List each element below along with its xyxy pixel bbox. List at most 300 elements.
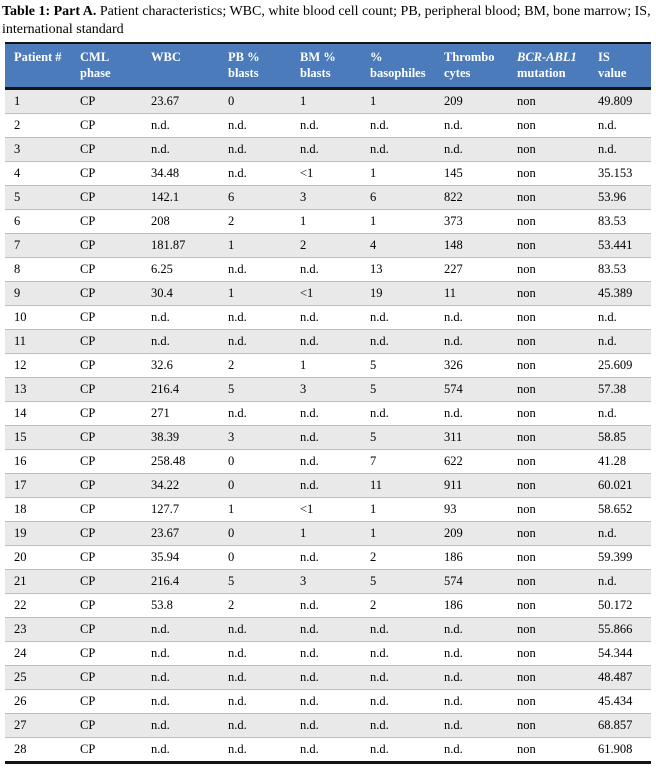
cell-patient-number: 17 [5,474,71,498]
cell-thrombocytes: 11 [435,282,508,306]
table-row [5,498,651,522]
cell-thrombocytes: n.d. [435,714,508,738]
cell-pb-blasts: n.d. [219,258,291,282]
column-header-thrombocytes [435,43,508,89]
table-row [5,402,651,426]
cell-cml-phase: CP [71,89,142,114]
table-row [5,210,651,234]
table-row [5,162,651,186]
cell-bm-blasts: n.d. [291,138,361,162]
cell-bcr-abl1-mutation: non [508,258,589,282]
table-row [5,306,651,330]
cell-thrombocytes: 311 [435,426,508,450]
cell-is-value: 45.389 [589,282,651,306]
cell-bm-blasts: n.d. [291,546,361,570]
cell-basophiles: n.d. [361,714,435,738]
cell-patient-number: 27 [5,714,71,738]
table-row [5,378,651,402]
cell-cml-phase: CP [71,186,142,210]
cell-wbc: n.d. [142,114,219,138]
cell-pb-blasts: 0 [219,474,291,498]
cell-basophiles: 6 [361,186,435,210]
cell-thrombocytes: 145 [435,162,508,186]
cell-wbc: 258.48 [142,450,219,474]
cell-patient-number: 24 [5,642,71,666]
cell-thrombocytes: 574 [435,378,508,402]
cell-cml-phase: CP [71,282,142,306]
cell-wbc: n.d. [142,666,219,690]
cell-patient-number: 20 [5,546,71,570]
cell-patient-number: 2 [5,114,71,138]
column-header-line: blasts [228,66,259,80]
cell-patient-number: 25 [5,666,71,690]
cell-wbc: 208 [142,210,219,234]
cell-is-value: 59.399 [589,546,651,570]
table-caption [2,3,654,38]
cell-is-value: n.d. [589,402,651,426]
column-header-line: PB % [228,50,260,64]
table-row [5,89,651,114]
cell-basophiles: 1 [361,210,435,234]
cell-wbc: 216.4 [142,378,219,402]
cell-bm-blasts: n.d. [291,258,361,282]
table-row [5,138,651,162]
cell-cml-phase: CP [71,330,142,354]
cell-patient-number: 6 [5,210,71,234]
cell-is-value: 83.53 [589,210,651,234]
cell-wbc: n.d. [142,330,219,354]
cell-patient-number: 28 [14,742,27,756]
table-row [5,666,651,690]
cell-pb-blasts: 0 [219,89,291,114]
cell-thrombocytes: n.d. [435,330,508,354]
cell-bcr-abl1-mutation: non [508,138,589,162]
cell-is-value: n.d. [589,306,651,330]
cell-pb-blasts: n.d. [219,330,291,354]
cell-wbc: 127.7 [142,498,219,522]
cell-thrombocytes: n.d. [444,742,463,756]
cell-cml-phase: CP [71,402,142,426]
cell-basophiles: 13 [361,258,435,282]
cell-wbc: 142.1 [142,186,219,210]
table-caption-text: Patient characteristics; WBC, white blood cell count; PB, peripheral blood; BM, bone marrow; IS, international standard [2,4,651,37]
table-row [5,522,651,546]
cell-is-value: 68.857 [589,714,651,738]
cell-basophiles: n.d. [361,306,435,330]
cell-pb-blasts: 0 [219,546,291,570]
column-header-patient-number [5,43,71,89]
cell-wbc: 34.22 [142,474,219,498]
cell-thrombocytes: 574 [435,570,508,594]
table-row [5,426,651,450]
cell-thrombocytes: n.d. [435,114,508,138]
cell-cml-phase: CP [71,306,142,330]
cell-bm-blasts: n.d. [291,474,361,498]
cell-cml-phase: CP [71,714,142,738]
cell-wbc: n.d. [151,742,170,756]
cell-pb-blasts: n.d. [219,402,291,426]
table-row [5,642,651,666]
cell-is-value: 48.487 [589,666,651,690]
cell-pb-blasts: n.d. [219,138,291,162]
cell-basophiles: n.d. [370,742,389,756]
cell-patient-number: 18 [5,498,71,522]
cell-pb-blasts: n.d. [219,714,291,738]
cell-patient-number: 4 [5,162,71,186]
cell-thrombocytes: n.d. [435,138,508,162]
cell-thrombocytes: 622 [435,450,508,474]
table-row [5,354,651,378]
cell-basophiles: 11 [361,474,435,498]
cell-cml-phase: CP [71,546,142,570]
cell-thrombocytes: n.d. [435,402,508,426]
cell-bcr-abl1-mutation: non [508,354,589,378]
cell-is-value: 53.96 [589,186,651,210]
cell-basophiles: 5 [361,570,435,594]
cell-patient-number: 19 [5,522,71,546]
cell-bm-blasts: n.d. [291,714,361,738]
cell-thrombocytes: 93 [435,498,508,522]
cell-cml-phase: CP [71,498,142,522]
cell-cml-phase: CP [71,522,142,546]
table-body [5,89,651,763]
cell-is-value: n.d. [589,114,651,138]
column-header-line: WBC [151,50,181,64]
table-header [5,43,651,89]
cell-cml-phase: CP [71,210,142,234]
cell-wbc: 30.4 [142,282,219,306]
table-row [5,330,651,354]
cell-thrombocytes: n.d. [435,642,508,666]
cell-thrombocytes: n.d. [435,618,508,642]
header-row [5,43,651,89]
column-header-line: cytes [444,66,471,80]
cell-is-value: n.d. [589,522,651,546]
cell-patient-number: 5 [5,186,71,210]
cell-is-value: n.d. [589,138,651,162]
column-header-line: BM % [300,50,336,64]
column-header-basophiles [361,43,435,89]
cell-bcr-abl1-mutation: non [508,498,589,522]
cell-is-value: 49.809 [589,89,651,114]
cell-cml-phase: CP [71,570,142,594]
cell-basophiles: n.d. [361,138,435,162]
cell-pb-blasts: n.d. [219,114,291,138]
cell-wbc: n.d. [142,138,219,162]
cell-basophiles: 1 [361,162,435,186]
cell-bm-blasts: n.d. [291,306,361,330]
column-header-is-value [589,43,651,89]
cell-bcr-abl1-mutation: non [508,282,589,306]
cell-bcr-abl1-mutation: non [508,378,589,402]
cell-bm-blasts: 3 [291,378,361,402]
cell-cml-phase: CP [71,378,142,402]
cell-patient-number: 22 [5,594,71,618]
cell-bcr-abl1-mutation: non [508,330,589,354]
cell-is-value: 58.652 [589,498,651,522]
cell-bcr-abl1-mutation: non [517,742,536,756]
cell-bm-blasts: 1 [291,522,361,546]
cell-is-value: 61.908 [598,742,633,756]
cell-patient-number: 13 [5,378,71,402]
table-row [5,258,651,282]
cell-patient-number: 26 [5,690,71,714]
cell-basophiles: 2 [361,594,435,618]
cell-cml-phase: CP [71,258,142,282]
cell-thrombocytes: 186 [435,546,508,570]
cell-basophiles: 1 [361,89,435,114]
cell-basophiles: 1 [361,522,435,546]
cell-pb-blasts: 2 [219,594,291,618]
cell-is-value: 83.53 [589,258,651,282]
cell-bm-blasts: n.d. [291,450,361,474]
cell-wbc: n.d. [142,306,219,330]
cell-bcr-abl1-mutation: non [508,546,589,570]
cell-cml-phase: CP [71,234,142,258]
cell-patient-number: 10 [5,306,71,330]
cell-is-value: 58.85 [589,426,651,450]
cell-is-value: 35.153 [589,162,651,186]
cell-pb-blasts: 2 [219,210,291,234]
cell-patient-number: 9 [5,282,71,306]
cell-basophiles: 7 [361,450,435,474]
cell-wbc: 6.25 [142,258,219,282]
cell-bcr-abl1-mutation: non [508,714,589,738]
column-header-bcr-abl1-mutation [508,43,589,89]
table-row [5,594,651,618]
column-header-wbc [142,43,219,89]
cell-basophiles: n.d. [361,618,435,642]
column-header-line: CML [80,50,110,64]
cell-bm-blasts: n.d. [291,666,361,690]
cell-pb-blasts: 5 [219,378,291,402]
cell-cml-phase: CP [71,690,142,714]
cell-cml-phase: CP [71,138,142,162]
cell-cml-phase: CP [71,450,142,474]
column-header-line: phase [80,66,111,80]
cell-bcr-abl1-mutation: non [508,642,589,666]
cell-pb-blasts: n.d. [228,742,247,756]
cell-thrombocytes: 186 [435,594,508,618]
column-header-line: mutation [517,66,566,80]
cell-cml-phase: CP [71,354,142,378]
cell-wbc: 216.4 [142,570,219,594]
cell-pb-blasts: 0 [219,522,291,546]
cell-bm-blasts: n.d. [300,742,319,756]
cell-wbc: n.d. [142,618,219,642]
cell-pb-blasts: 1 [219,234,291,258]
cell-bcr-abl1-mutation: non [508,402,589,426]
cell-bm-blasts: <1 [291,282,361,306]
cell-cml-phase: CP [71,594,142,618]
cell-basophiles: n.d. [361,666,435,690]
cell-pb-blasts: n.d. [219,642,291,666]
cell-bcr-abl1-mutation: non [508,618,589,642]
cell-is-value: 54.344 [589,642,651,666]
cell-basophiles: 4 [361,234,435,258]
cell-thrombocytes: n.d. [435,306,508,330]
cell-wbc: 23.67 [142,522,219,546]
cell-bm-blasts: n.d. [291,114,361,138]
cell-is-value: 45.434 [589,690,651,714]
cell-cml-phase: CP [80,742,96,756]
cell-thrombocytes: 326 [435,354,508,378]
cell-thrombocytes: 911 [435,474,508,498]
cell-patient-number: 15 [5,426,71,450]
cell-pb-blasts: 2 [219,354,291,378]
column-header-line: Patient # [14,50,62,64]
cell-bm-blasts: 2 [291,234,361,258]
cell-wbc: n.d. [142,714,219,738]
column-header-line: blasts [300,66,331,80]
table-row [5,546,651,570]
cell-thrombocytes: 209 [435,89,508,114]
cell-pb-blasts: 6 [219,186,291,210]
cell-bm-blasts: n.d. [291,594,361,618]
table-row [5,738,651,763]
cell-is-value: 25.609 [589,354,651,378]
cell-bcr-abl1-mutation: non [508,426,589,450]
cell-wbc: 53.8 [142,594,219,618]
column-header-line: % [370,50,383,64]
cell-bm-blasts: 1 [291,89,361,114]
cell-pb-blasts: n.d. [219,306,291,330]
cell-patient-number: 21 [5,570,71,594]
cell-wbc: 23.67 [142,89,219,114]
cell-wbc: 34.48 [142,162,219,186]
cell-basophiles: n.d. [361,402,435,426]
table-row [5,282,651,306]
cell-patient-number: 3 [5,138,71,162]
cell-wbc: n.d. [142,642,219,666]
cell-wbc: 181.87 [142,234,219,258]
cell-thrombocytes: 148 [435,234,508,258]
cell-wbc: 32.6 [142,354,219,378]
cell-bcr-abl1-mutation: non [508,89,589,114]
cell-basophiles: n.d. [361,642,435,666]
column-header-cml-phase [71,43,142,89]
cell-bcr-abl1-mutation: non [508,450,589,474]
cell-cml-phase: CP [71,162,142,186]
cell-patient-number: 8 [5,258,71,282]
cell-pb-blasts: 3 [219,426,291,450]
cell-is-value: 57.38 [589,378,651,402]
cell-thrombocytes: n.d. [435,690,508,714]
cell-pb-blasts: n.d. [219,666,291,690]
table-row [5,714,651,738]
cell-bm-blasts: 1 [291,354,361,378]
cell-bm-blasts: 3 [291,570,361,594]
cell-bm-blasts: <1 [291,498,361,522]
table-row [5,690,651,714]
cell-pb-blasts: 5 [219,570,291,594]
cell-wbc: n.d. [142,690,219,714]
cell-thrombocytes: 209 [435,522,508,546]
cell-bcr-abl1-mutation: non [508,474,589,498]
table-row [5,474,651,498]
cell-cml-phase: CP [71,474,142,498]
cell-bcr-abl1-mutation: non [508,666,589,690]
cell-basophiles: n.d. [361,114,435,138]
cell-bcr-abl1-mutation: non [508,594,589,618]
column-header-bm-blasts [291,43,361,89]
table-row [5,234,651,258]
cell-pb-blasts: n.d. [219,162,291,186]
cell-is-value: 50.172 [589,594,651,618]
cell-bcr-abl1-mutation: non [508,210,589,234]
cell-patient-number: 1 [5,89,71,114]
cell-is-value: 41.28 [589,450,651,474]
cell-thrombocytes: n.d. [435,666,508,690]
cell-basophiles: 2 [361,546,435,570]
cell-bm-blasts: n.d. [291,426,361,450]
cell-is-value: 53.441 [589,234,651,258]
cell-thrombocytes: 373 [435,210,508,234]
column-header-line: IS [598,50,610,64]
cell-wbc: 271 [142,402,219,426]
cell-patient-number: 23 [5,618,71,642]
cell-cml-phase: CP [71,114,142,138]
cell-basophiles: n.d. [361,330,435,354]
table-row [5,186,651,210]
cell-cml-phase: CP [71,618,142,642]
cell-bm-blasts: n.d. [291,402,361,426]
cell-bcr-abl1-mutation: non [508,162,589,186]
cell-bcr-abl1-mutation: non [508,690,589,714]
patient-table [5,42,651,764]
cell-basophiles: 5 [361,354,435,378]
cell-patient-number: 7 [5,234,71,258]
table-row [5,114,651,138]
column-header-line: BCR-ABL1 [517,50,577,64]
cell-bcr-abl1-mutation: non [508,234,589,258]
cell-is-value: 55.866 [589,618,651,642]
cell-cml-phase: CP [71,426,142,450]
table-row [5,570,651,594]
cell-bm-blasts: <1 [291,162,361,186]
cell-basophiles: 5 [361,378,435,402]
cell-bcr-abl1-mutation: non [508,522,589,546]
table-caption-label: Table 1: Part A. [2,4,97,19]
cell-wbc: 38.39 [142,426,219,450]
column-header-line: basophiles [370,66,426,80]
cell-basophiles: 19 [361,282,435,306]
cell-bcr-abl1-mutation: non [508,186,589,210]
column-header-line: Thrombo [444,50,495,64]
table-row [5,450,651,474]
cell-basophiles: 5 [361,426,435,450]
cell-bm-blasts: n.d. [291,618,361,642]
cell-pb-blasts: 0 [219,450,291,474]
cell-basophiles: 1 [361,498,435,522]
cell-pb-blasts: n.d. [219,690,291,714]
cell-bm-blasts: n.d. [291,642,361,666]
cell-thrombocytes: 822 [435,186,508,210]
cell-pb-blasts: 1 [219,282,291,306]
cell-basophiles: n.d. [361,690,435,714]
cell-bcr-abl1-mutation: non [508,306,589,330]
cell-is-value: n.d. [589,330,651,354]
column-header-line: value [598,66,627,80]
cell-bm-blasts: n.d. [291,690,361,714]
cell-bcr-abl1-mutation: non [508,570,589,594]
column-header-pb-blasts [219,43,291,89]
cell-patient-number: 16 [5,450,71,474]
cell-bcr-abl1-mutation: non [508,114,589,138]
table-row [5,618,651,642]
cell-patient-number: 12 [5,354,71,378]
cell-cml-phase: CP [71,642,142,666]
